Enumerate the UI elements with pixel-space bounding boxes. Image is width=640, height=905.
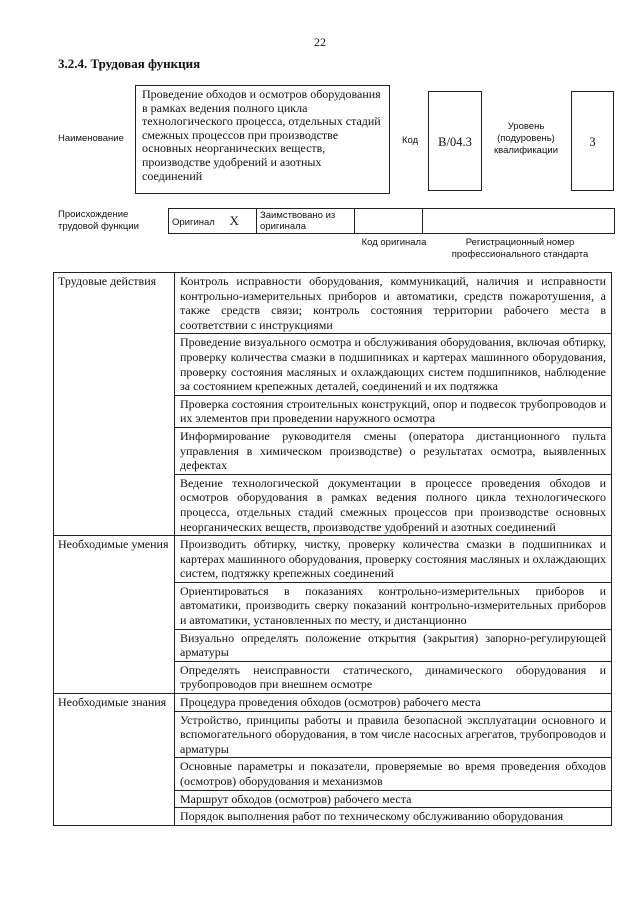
name-label: Наименование	[58, 133, 124, 144]
list-item: Ориентироваться в показаниях контрольно-измерительных приборов и автоматики, производить сверку показаний контрольно-измерительных приборов и автоматики, установленных по месту, и дистанционно	[175, 582, 612, 629]
function-name-box	[135, 85, 390, 194]
list-item: Процедура проведения обходов (осмотров) рабочего места	[175, 694, 612, 712]
borrowed-label: Заимствовано из оригинала	[257, 209, 355, 234]
section-title: 3.2.4. Трудовая функция	[58, 56, 201, 71]
section-title-knowledge: Необходимые знания	[54, 694, 175, 826]
level-label: Уровень (подуровень) квалификации	[493, 121, 559, 156]
reg-number-caption: Регистрационный номер профессионального стандарта	[451, 237, 589, 260]
section-title-skills: Необходимые умения	[54, 536, 175, 694]
original-mark: X	[229, 212, 239, 228]
list-item: Маршрут обходов (осмотров) рабочего места	[175, 790, 612, 808]
list-item: Проведение визуального осмотра и обслуживания оборудования, включая обтирку, проверку количества смазки в подшипниках и картерах машинного оборудования, проверку состояния масляных и охлаждающих систем подшипников, наблюдение за состоянием крепежных деталей, соединений и их подтяжка	[175, 334, 612, 395]
table-row	[54, 694, 612, 712]
original-code-cell	[355, 209, 423, 234]
page-number: 22	[314, 35, 326, 49]
list-item: Устройство, принципы работы и правила безопасной эксплуатации основного и вспомогательного оборудования, в том числе насосных агрегатов, трубопроводов и арматуры	[175, 711, 612, 758]
original-code-caption: Код оригинала	[361, 237, 427, 248]
list-item: Визуально определять положение открытия (закрытия) запорно-регулирующей арматуры	[175, 629, 612, 661]
function-name: Проведение обходов и осмотров оборудования в рамках ведения полного цикла технологического процесса, отдельных стадий смежных процессов при производстве основных неорганических веществ, производстве удобрений и азотных соединений	[142, 87, 381, 183]
list-item: Информирование руководителя смены (оператора дистанционного пульта управления в химическом производстве) о результатах осмотра, выявленных дефектах	[175, 427, 612, 474]
list-item: Производить обтирку, чистку, проверку количества смазки в подшипниках и картерах машинного оборудования, проверку состояния масляных и охлаждающих систем, подтяжку крепежных соединений	[175, 536, 612, 583]
code-value: B/04.3	[438, 135, 472, 149]
original-label: Оригинал	[172, 216, 215, 228]
origin-original-cell	[169, 209, 257, 234]
level-value: 3	[589, 135, 596, 149]
list-item: Проверка состояния строительных конструкций, опор и подвесок трубопроводов и их элементов при проведении наружного осмотра	[175, 395, 612, 427]
list-item: Ведение технологической документации в процессе проведения обходов и осмотров оборудования в рамках ведения полного цикла технологического процесса, отдельных стадий смежных процессов при производстве основных неорганических веществ, производстве удобрений и азотных соединений	[175, 474, 612, 535]
section-title-actions: Трудовые действия	[54, 273, 175, 536]
function-details-table	[53, 272, 612, 826]
reg-number-cell	[423, 209, 615, 234]
list-item: Основные параметры и показатели, проверяемые во время проведения обходов (осмотров) оборудования и механизмов	[175, 758, 612, 790]
level-box	[571, 91, 614, 191]
list-item: Определять неисправности статического, динамического оборудования и трубопроводов при внешнем осмотре	[175, 661, 612, 693]
table-row	[54, 273, 612, 334]
table-row	[54, 536, 612, 583]
list-item: Контроль исправности оборудования, коммуникаций, наличия и исправности контрольно-измерительных приборов и автоматики, средств пожаротушения, а также средств связи; контроль состояния территории рабочего места в соответствии с инструкциями	[175, 273, 612, 334]
origin-label: Происхождение трудовой функции	[58, 209, 139, 232]
code-box	[428, 91, 482, 191]
origin-table	[168, 208, 615, 234]
list-item: Порядок выполнения работ по техническому обслуживанию оборудования	[175, 808, 612, 826]
code-label: Код	[402, 135, 419, 146]
